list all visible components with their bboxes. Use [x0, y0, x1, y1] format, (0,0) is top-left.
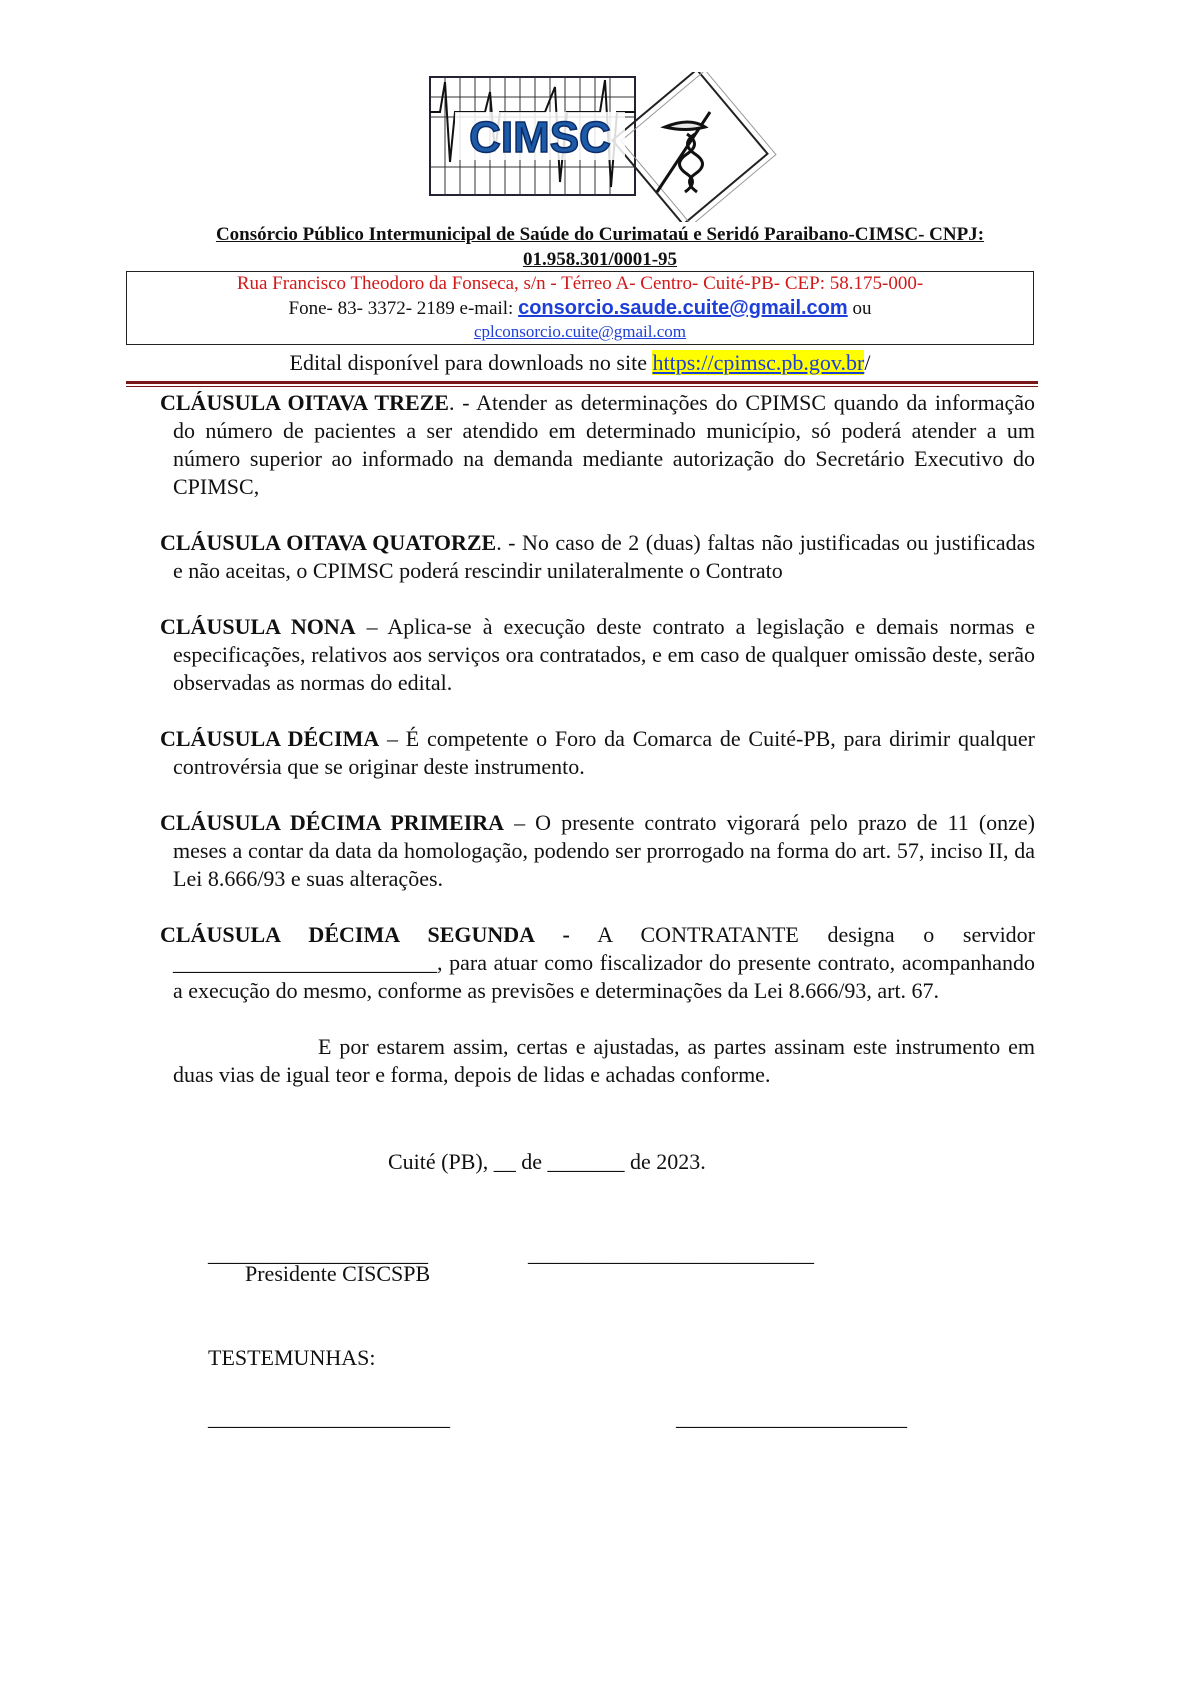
clause-heading: CLÁUSULA OITAVA QUATORZE [160, 530, 497, 555]
witness-line-2: _____________________ [676, 1405, 907, 1430]
address-box [126, 271, 1034, 345]
clause-heading: CLÁUSULA NONA [160, 614, 356, 639]
org-title-line1: Consórcio Público Intermunicipal de Saúde do Curimataú e Seridó Paraibano-CIMSC- CNPJ: [215, 224, 985, 245]
closing-paragraph: E por estarem assim, certas e ajustadas, as partes assinam este instrumento em duas vias de igual teor e forma, depois de lidas e achadas conforme. [173, 1034, 1035, 1087]
org-cnpj: 01.958.301/0001-95 [522, 249, 678, 270]
signature-line-president: ____________________ [208, 1241, 428, 1266]
edital-prefix: Edital disponível para downloads no site [289, 350, 653, 375]
clause-heading: CLÁUSULA DÉCIMA PRIMEIRA [160, 810, 505, 835]
svg-text:CIMSC: CIMSC [469, 113, 611, 162]
clause-heading: CLÁUSULA OITAVA TREZE [160, 390, 449, 415]
contact-line [127, 296, 1033, 321]
clause-nona [160, 613, 1035, 697]
clause-text: – É competente o Foro da Comarca de Cuité-PB, para dirimir qualquer controvérsia que se originar deste instrumento. [173, 726, 1035, 779]
clause-decima-primeira [160, 809, 1035, 893]
address-line: Rua Francisco Theodoro da Fonseca, s/n - Térreo A- Centro- Cuité-PB- CEP: 58.175-000- [236, 273, 924, 294]
witness-line-1: ______________________ [208, 1405, 450, 1430]
edital-line [126, 348, 1034, 378]
place-date: Cuité (PB), __ de _______ de 2023. [388, 1149, 706, 1174]
email-joiner: ou [847, 298, 872, 319]
header-divider [126, 381, 1038, 384]
witnesses-label: TESTEMUNHAS: [208, 1345, 376, 1370]
clause-decima-segunda [160, 921, 1035, 1005]
contract-body [160, 389, 1035, 1089]
header-divider-thin [126, 386, 1038, 387]
edital-suffix: / [864, 350, 871, 375]
clause-oitava-quatorze [160, 529, 1035, 585]
clause-heading: CLÁUSULA DÉCIMA SEGUNDA - [160, 922, 570, 947]
clause-text: . - Atender as determinações do CPIMSC quando da informação do número de pacientes a ser atendido em determinado município, só poderá atender a um número superior ao informado na demanda mediante autorização do Secretário Executivo do CPIMSC, [173, 390, 1035, 499]
phone-label: Fone- 83- 3372- 2189 e-mail: [288, 298, 519, 319]
organization-title [160, 222, 1040, 272]
clause-text: A CONTRATANTE designa o servidor ________________________, para atuar como fiscalizador do presente contrato, acompanhando a execução do mesmo, conforme as previsões e determinações da Lei 8.666/93, art. 67. [173, 922, 1036, 1003]
clause-text: – O presente contrato vigorará pelo prazo de 11 (onze) meses a contar da data da homologação, podendo ser prorrogado na forma do art. 57, inciso II, da Lei 8.666/93 e suas alterações. [173, 810, 1035, 891]
clause-oitava-treze [160, 389, 1035, 501]
clause-decima [160, 725, 1035, 781]
edital-url-link[interactable]: https://cpimsc.pb.gov.br [652, 350, 865, 375]
president-label: Presidente CISCSPB [245, 1261, 431, 1286]
email-primary-link[interactable]: consorcio.saude.cuite@gmail.com [518, 297, 848, 319]
cimsc-logo [425, 72, 785, 222]
clause-heading: CLÁUSULA DÉCIMA [160, 726, 380, 751]
clause-text: – Aplica-se à execução deste contrato a legislação e demais normas e especificações, relativos aos serviços ora contratados, e em caso de qualquer omissão deste, serão observadas as normas do edital. [173, 614, 1035, 695]
clause-text: . - No caso de 2 (duas) faltas não justificadas ou justificadas e não aceitas, o CPIMSC poderá rescindir unilateralmente o Contrato [173, 530, 1035, 583]
signature-line-contractor: __________________________ [528, 1241, 814, 1266]
email-secondary-link[interactable]: cplconsorcio.cuite@gmail.com [473, 322, 687, 341]
